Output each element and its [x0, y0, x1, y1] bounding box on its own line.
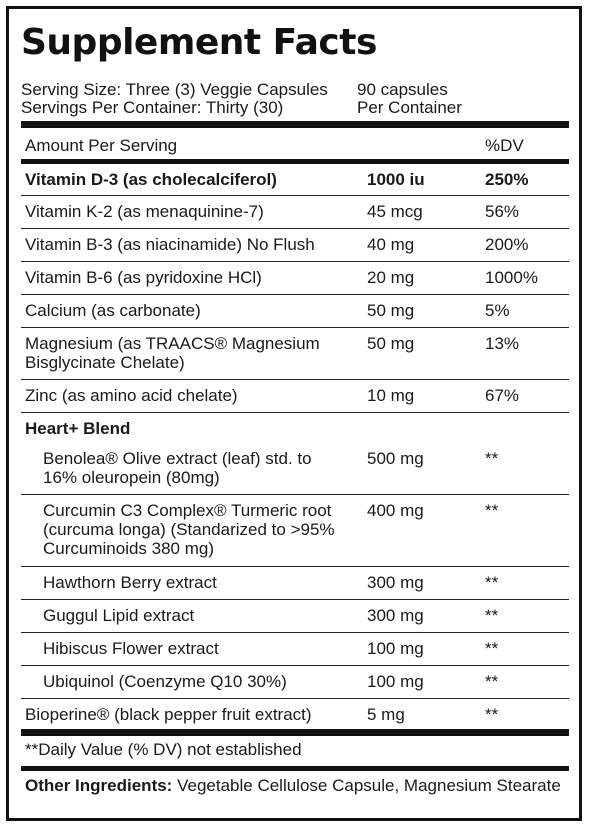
capsule-count: 90 capsules — [357, 80, 448, 99]
nutrient-table — [21, 164, 569, 729]
nutrient-name: Magnesium (as TRAACS® Magnesium Bisglycinate Chelate) — [25, 334, 320, 372]
blend-item-amount: 300 mg — [367, 573, 424, 592]
other-ingredients-label: Other Ingredients: — [25, 776, 173, 795]
nutrient-amount: 10 mg — [367, 386, 415, 405]
bioperine-dv: ** — [485, 705, 499, 724]
nutrient-dv: 250% — [485, 170, 529, 189]
blend-item-name: Hawthorn Berry extract — [43, 573, 217, 592]
nutrient-row — [21, 699, 569, 729]
blend-row — [21, 567, 569, 600]
nutrient-row — [21, 328, 569, 380]
blend-item-name: Hibiscus Flower extract — [43, 639, 219, 658]
nutrient-amount: 45 mcg — [367, 202, 423, 221]
ingredients-divider — [21, 766, 569, 771]
blend-item-dv: ** — [485, 449, 499, 468]
serving-size: Serving Size: Three (3) Veggie Capsules — [21, 80, 328, 99]
blend-item-name: Ubiquinol (Coenzyme Q10 30%) — [43, 672, 287, 691]
nutrient-dv: 5% — [485, 301, 510, 320]
blend-item-name: Curcumin C3 Complex® Turmeric root (curcuma longa) (Standarized to >95% Curcuminoids 380 mg) — [43, 501, 335, 558]
supplement-facts-panel — [6, 6, 582, 821]
nutrient-row — [21, 164, 569, 196]
nutrient-name: Calcium (as carbonate) — [25, 301, 201, 320]
blend-row — [21, 633, 569, 666]
dv-header: %DV — [485, 136, 524, 155]
nutrient-name: Vitamin B-3 (as niacinamide) No Flush — [25, 235, 315, 254]
nutrient-row — [21, 295, 569, 328]
nutrient-dv: 56% — [485, 202, 520, 221]
blend-item-dv: ** — [485, 606, 499, 625]
nutrient-amount: 20 mg — [367, 268, 415, 287]
blend-row — [21, 600, 569, 633]
nutrient-name: Zinc (as amino acid chelate) — [25, 386, 238, 405]
nutrient-name: Vitamin B-6 (as pyridoxine HCl) — [25, 268, 262, 287]
nutrient-row — [21, 262, 569, 295]
nutrient-row — [21, 380, 569, 413]
blend-item-amount: 100 mg — [367, 639, 424, 658]
blend-item-amount: 500 mg — [367, 449, 424, 468]
table-header — [21, 131, 569, 161]
nutrient-amount: 50 mg — [367, 334, 415, 353]
bioperine-name: Bioperine® (black pepper fruit extract) — [25, 705, 312, 724]
footer-divider — [21, 729, 569, 736]
nutrient-row — [21, 196, 569, 229]
nutrient-dv: 200% — [485, 235, 529, 254]
servings-per-container: Servings Per Container: Thirty (30) — [21, 98, 284, 117]
blend-item-name: Guggul Lipid extract — [43, 606, 195, 625]
blend-title: Heart+ Blend — [25, 419, 131, 438]
nutrient-amount: 1000 iu — [367, 170, 425, 189]
blend-row — [21, 666, 569, 699]
nutrient-name: Vitamin K-2 (as menaquinine-7) — [25, 202, 264, 221]
daily-value-footnote: **Daily Value (% DV) not established — [25, 740, 302, 759]
nutrient-amount: 50 mg — [367, 301, 415, 320]
blend-item-name: Benolea® Olive extract (leaf) std. to 16% oleuropein (80mg) — [43, 449, 312, 487]
blend-item-amount: 300 mg — [367, 606, 424, 625]
nutrient-row — [21, 229, 569, 262]
blend-heading-row — [21, 413, 569, 443]
amount-per-serving-header: Amount Per Serving — [25, 136, 178, 155]
nutrient-amount: 40 mg — [367, 235, 415, 254]
nutrient-dv: 1000% — [485, 268, 538, 287]
blend-row — [21, 495, 569, 567]
blend-row — [21, 443, 569, 495]
other-ingredients — [25, 776, 565, 796]
serving-info — [21, 81, 569, 117]
nutrient-dv: 13% — [485, 334, 520, 353]
blend-item-dv: ** — [485, 573, 499, 592]
capsule-count-suffix: Per Container — [357, 98, 462, 117]
nutrient-dv: 67% — [485, 386, 520, 405]
thick-divider — [21, 121, 569, 128]
blend-item-amount: 100 mg — [367, 672, 424, 691]
bioperine-amount: 5 mg — [367, 705, 405, 724]
blend-item-dv: ** — [485, 639, 499, 658]
blend-item-dv: ** — [485, 501, 499, 520]
other-ingredients-text: Vegetable Cellulose Capsule, Magnesium Stearate — [177, 776, 561, 795]
nutrient-name: Vitamin D-3 (as cholecalciferol) — [25, 170, 277, 189]
blend-item-amount: 400 mg — [367, 501, 424, 520]
panel-title: Supplement Facts — [21, 22, 377, 63]
blend-item-dv: ** — [485, 672, 499, 691]
